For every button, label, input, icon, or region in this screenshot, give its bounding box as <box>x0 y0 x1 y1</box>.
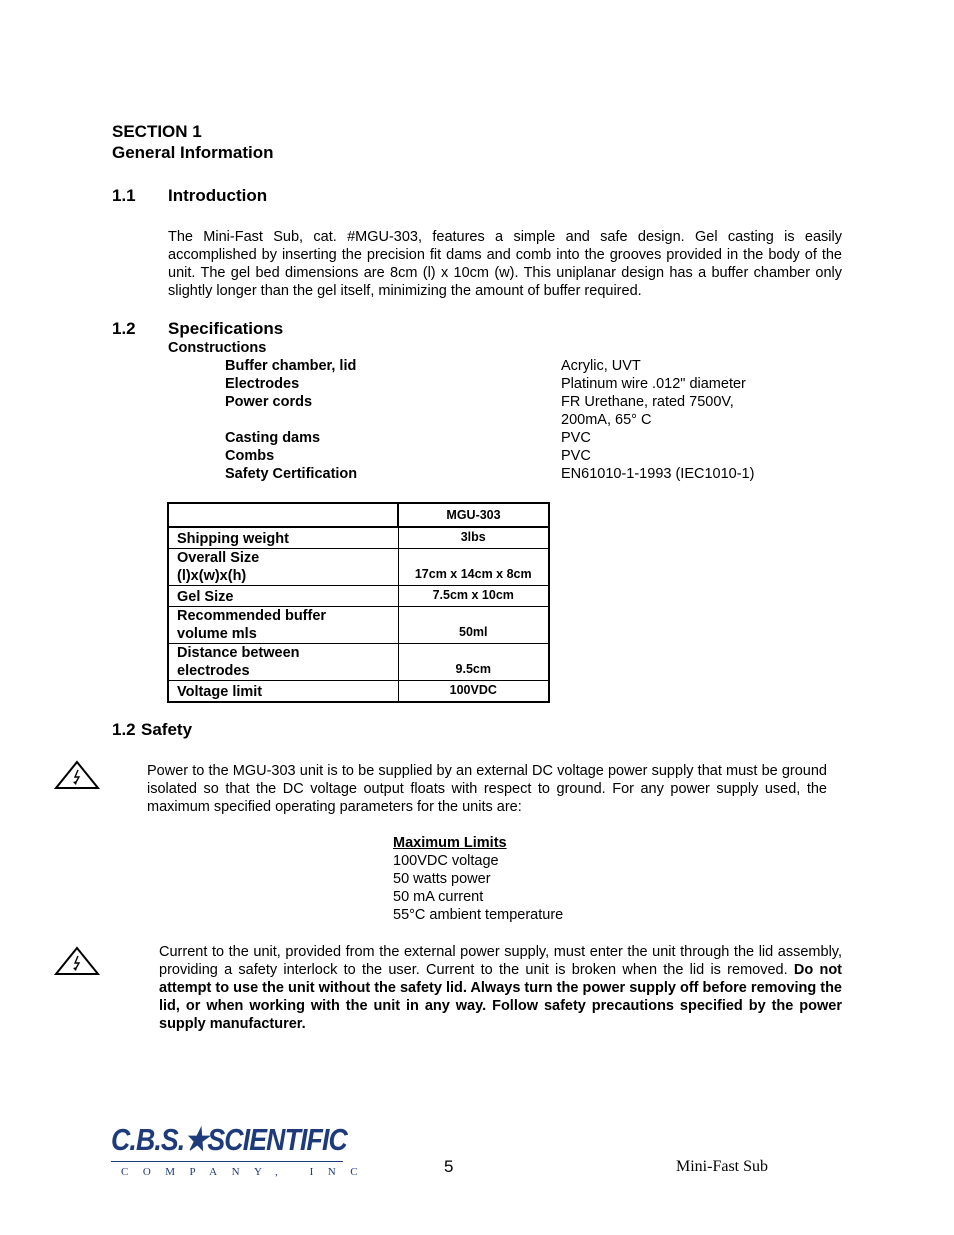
table-row-label <box>168 644 398 681</box>
table-row-value: 7.5cm x 10cm <box>398 586 549 607</box>
spec-label: Power cords <box>225 394 313 410</box>
table-row-value: 50ml <box>398 607 549 644</box>
table-row-label <box>168 549 398 586</box>
table-row <box>168 586 549 607</box>
table-row-label <box>168 586 398 607</box>
company-logo <box>111 1122 385 1178</box>
table-row-label <box>168 607 398 644</box>
specs-number: 1.2 <box>112 319 136 338</box>
section-title: General Information <box>112 143 274 162</box>
spec-value: FR Urethane, rated 7500V, <box>561 394 734 410</box>
spec-label: Safety Certification <box>225 466 358 482</box>
specs-subheading: Constructions <box>168 340 267 356</box>
intro-paragraph: The Mini-Fast Sub, cat. #MGU-303, features a simple and safe design. Gel casting is easily accomplished by inserting the precision fit dams and comb into the grooves provided in the body of the unit. The gel bed dimensions are 8cm (l) x 10cm (w). This uniplanar design has a buffer chamber only slightly longer than the gel itself, minimizing the amount of buffer required. <box>168 229 842 299</box>
table-row-label <box>168 681 398 703</box>
max-limit-item: 100VDC voltage <box>393 853 499 869</box>
spec-value: EN61010-1-1993 (IEC1010-1) <box>561 466 755 482</box>
row-label-text: Distance between <box>177 645 300 661</box>
row-label-text: Voltage limit <box>177 684 263 700</box>
spec-value: Platinum wire .012" diameter <box>561 376 746 392</box>
table-row-value: 100VDC <box>398 681 549 703</box>
row-label-text: Recommended buffer <box>177 608 327 624</box>
logo-main-text: C.B.S.★SCIENTIFIC <box>111 1122 347 1157</box>
safety-paragraph-2-text: Current to the unit, provided from the external power supply, must enter the unit through the lid assembly, providing a safety interlock to the user. Current to the unit is broken when the lid is removed. <box>159 944 842 978</box>
row-label-text-cont: volume mls <box>177 626 257 642</box>
spec-label: Casting dams <box>225 430 321 446</box>
table-row <box>168 681 549 703</box>
table-row-value: 9.5cm <box>398 644 549 681</box>
section-number: SECTION 1 <box>112 122 202 141</box>
high-voltage-warning-icon <box>54 760 100 790</box>
row-label-text: Gel Size <box>177 589 234 605</box>
table-row <box>168 527 549 549</box>
spec-value-cont: 200mA, 65° C <box>561 412 652 428</box>
spec-value: PVC <box>561 448 591 464</box>
specifications-table <box>167 502 550 703</box>
spec-label: Combs <box>225 448 275 464</box>
max-limits-title: Maximum Limits <box>393 835 507 851</box>
logo-divider <box>111 1161 343 1162</box>
row-label-text-cont: (l)x(w)x(h) <box>177 568 247 584</box>
intro-heading: Introduction <box>168 186 268 205</box>
page-number: 5 <box>444 1157 454 1176</box>
table-row-label <box>168 527 398 549</box>
safety-paragraph-2 <box>159 943 842 1033</box>
max-limit-item: 50 watts power <box>393 871 491 887</box>
row-label-text-cont: electrodes <box>177 663 250 679</box>
table-column-header: MGU-303 <box>398 503 549 527</box>
safety-paragraph-1: Power to the MGU-303 unit is to be supplied by an external DC voltage power supply that must be ground isolated so that the DC voltage output floats with respect to ground. For any power supply used, the maximum specified operating parameters for the units are: <box>147 763 827 815</box>
table-row-value: 17cm x 14cm x 8cm <box>398 549 549 586</box>
max-limit-item: 50 mA current <box>393 889 484 905</box>
spec-label: Buffer chamber, lid <box>225 358 357 374</box>
safety-heading: Safety <box>141 720 193 739</box>
table-row-value: 3lbs <box>398 527 549 549</box>
table-row <box>168 549 549 586</box>
high-voltage-warning-icon <box>54 946 100 976</box>
table-row <box>168 644 549 681</box>
row-label-text: Shipping weight <box>177 531 289 547</box>
specs-heading: Specifications <box>168 319 284 338</box>
document-title: Mini-Fast Sub <box>676 1158 769 1175</box>
table-row <box>168 607 549 644</box>
spec-label: Electrodes <box>225 376 300 392</box>
table-header-empty <box>168 503 398 527</box>
intro-number: 1.1 <box>112 186 136 205</box>
row-label-text: Overall Size <box>177 550 260 566</box>
safety-number: 1.2 <box>112 720 136 739</box>
max-limit-item: 55°C ambient temperature <box>393 907 564 923</box>
logo-sub-text: COMPANY, INC <box>121 1166 373 1178</box>
safety-paragraph-2-warning: Do not attempt to use the unit without the safety lid. Always turn the power supply off before removing the lid, or when working with the unit in any way. Follow safety precautions specified by the power supply manufacturer. <box>159 962 843 1032</box>
spec-value: Acrylic, UVT <box>561 358 641 374</box>
spec-value: PVC <box>561 430 591 446</box>
table-header-row <box>168 503 549 527</box>
